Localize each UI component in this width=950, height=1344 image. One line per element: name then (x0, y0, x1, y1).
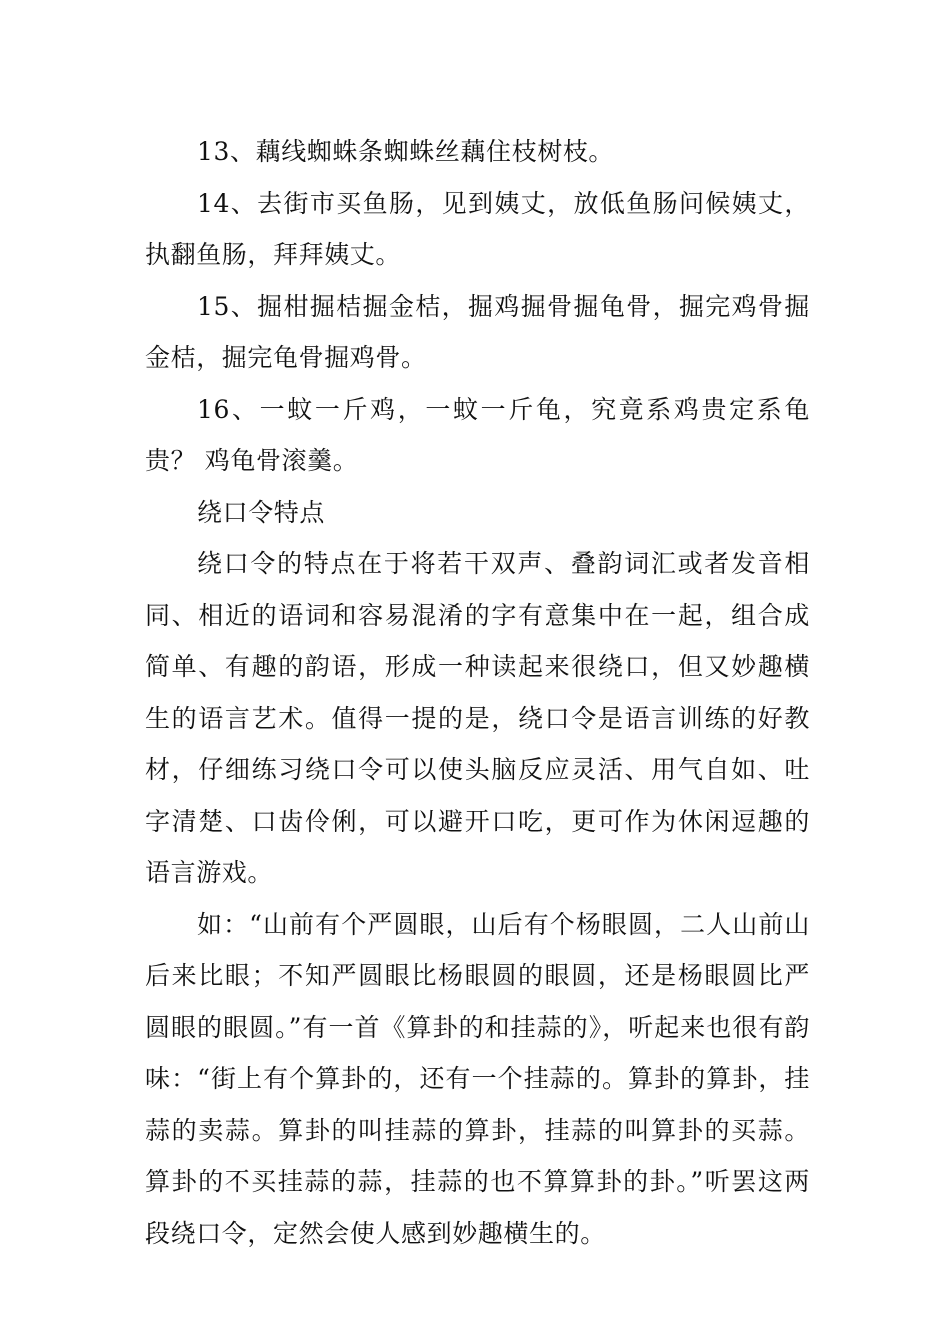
paragraph-13: 13、藕线蜘蛛条蜘蛛丝藕住枝树枝。 (197, 137, 615, 166)
section-heading: 绕口令特点 (197, 497, 326, 527)
paragraph-14: 14、去街市买鱼肠，见到姨丈，放低鱼肠问候姨丈，执翻鱼肠，拜拜姨丈。 (145, 188, 810, 269)
paragraph-features: 绕口令的特点在于将若干双声、叠韵词汇或者发音相同、相近的语词和容易混淆的字有意集中在一起，组合成简单、有趣的韵语，形成一种读起来很绕口，但又妙趣横生的语言艺术。值得一提的是，绕口令是语言训练的好教材，仔细练习绕口令可以使头脑反应灵活、用气自如、吐字清楚、口齿伶俐，可以避开口吃，更可作为休闲逗趣的语言游戏。 (145, 549, 810, 887)
paragraph-examples: 如：“山前有个严圆眼，山后有个杨眼圆，二人山前山后来比眼；不知严圆眼比杨眼圆的眼圆，还是杨眼圆比严圆眼的眼圆。”有一首《算卦的和挂蒜的》，听起来也很有韵味：“街上有个算卦的，还有一个挂蒜的。算卦的算卦，挂蒜的卖蒜。算卦的叫挂蒜的算卦，挂蒜的叫算卦的买蒜。算卦的不买挂蒜的蒜，挂蒜的也不算算卦的卦。”听罢这两段绕口令，定然会使人感到妙趣横生的。 (145, 909, 810, 1248)
paragraph-16: 16、一蚊一斤鸡，一蚊一斤龟，究竟系鸡贵定系龟贵？ 鸡龟骨滚羹。 (145, 394, 810, 475)
paragraph-15: 15、掘柑掘桔掘金桔，掘鸡掘骨掘龟骨，掘完鸡骨掘金桔，掘完龟骨掘鸡骨。 (145, 291, 810, 372)
document-body (145, 126, 810, 1259)
